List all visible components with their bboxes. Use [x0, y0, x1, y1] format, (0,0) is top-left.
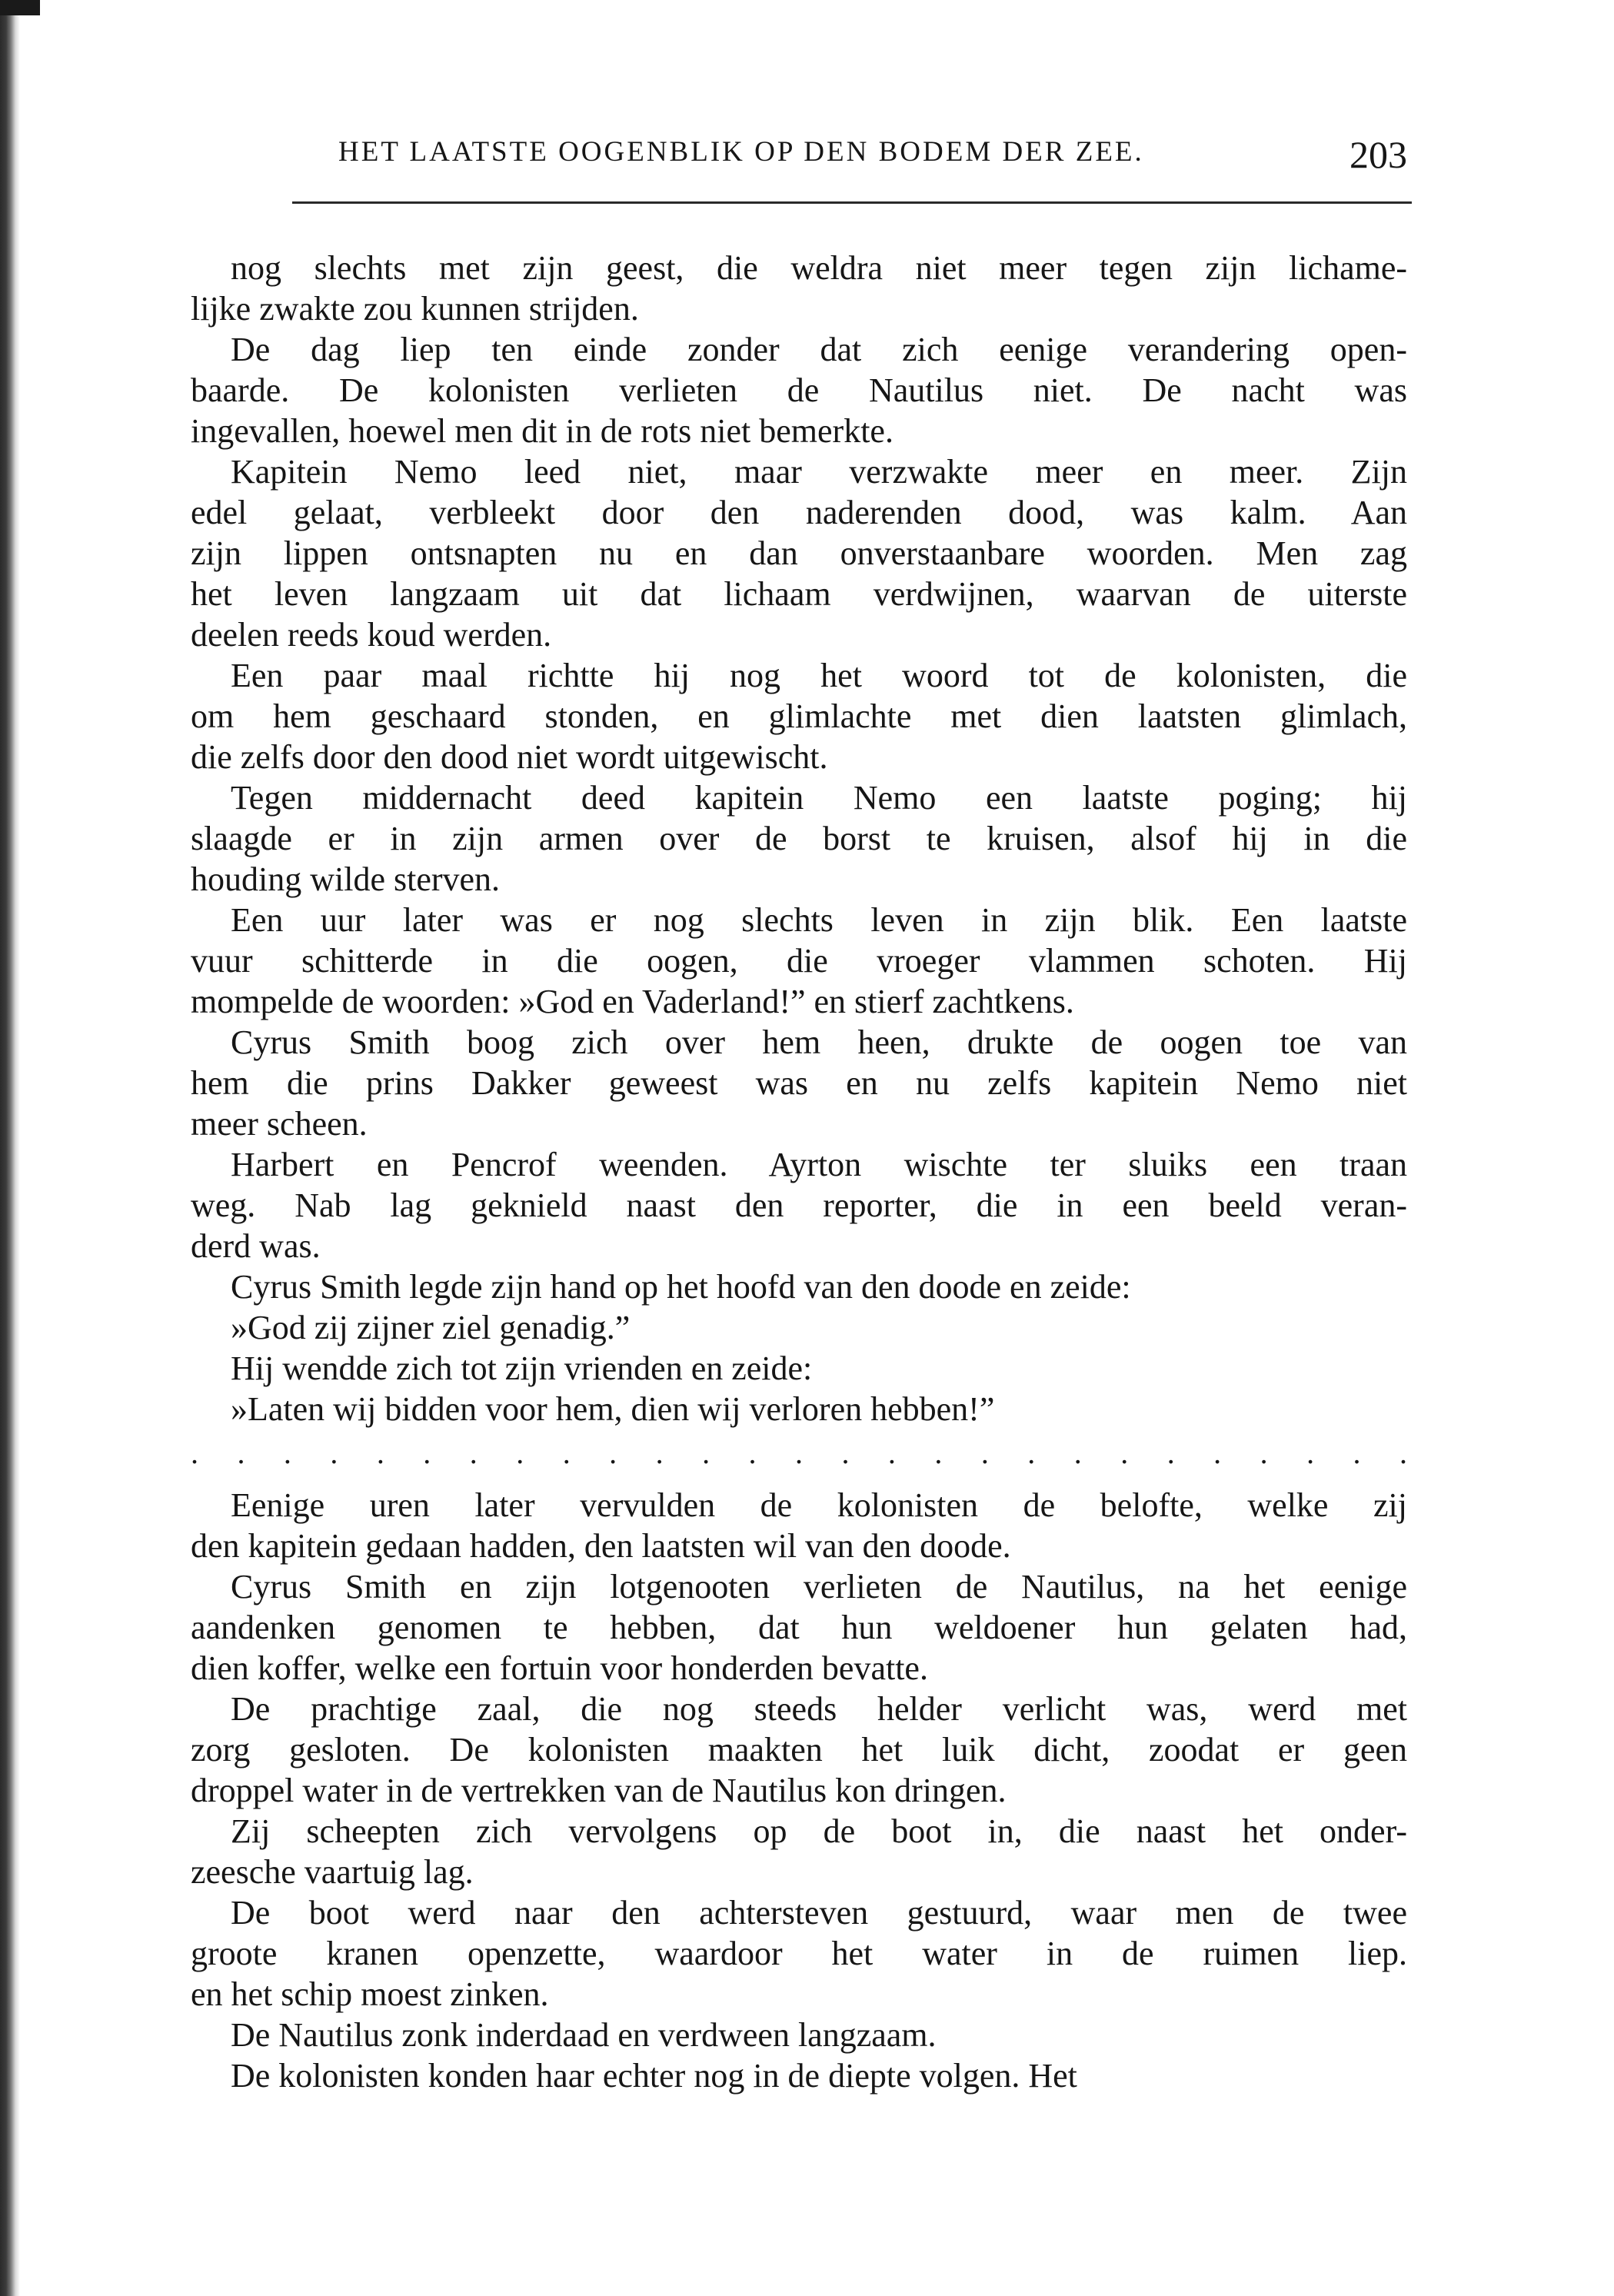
text-line: die zelfs door den dood niet wordt uitgewischt.: [191, 738, 828, 776]
text-line: Cyrus Smith boog zich over hem heen, drukte de oogen toe van: [231, 1023, 1407, 1061]
text-line: De prachtige zaal, die nog steeds helder verlicht was, werd met: [231, 1690, 1407, 1728]
text-line: weg. Nab lag geknield naast den reporter, die in een beeld veran-: [191, 1186, 1407, 1224]
paragraph: [191, 2015, 1407, 2055]
text-line: Cyrus Smith en zijn lotgenooten verlieten de Nautilus, na het eenige: [231, 1568, 1407, 1606]
text-line: hem die prins Dakker geweest was en nu zelfs kapitein Nemo niet: [191, 1064, 1407, 1102]
text-line: aandenken genomen te hebben, dat hun weldoener hun gelaten had,: [191, 1609, 1407, 1646]
text-line: mompelde de woorden: »God en Vaderland!” en stierf zachtkens.: [191, 983, 1074, 1020]
paragraph: [191, 451, 1407, 655]
paragraph: [191, 655, 1407, 777]
running-header: [338, 135, 1407, 185]
paragraph: [191, 248, 1407, 329]
page-number: 203: [1349, 133, 1407, 176]
text-line: zorg gesloten. De kolonisten maakten het luik dicht, zoodat er geen: [191, 1731, 1407, 1769]
text-line: »Laten wij bidden voor hem, dien wij verloren hebben!”: [231, 1390, 995, 1428]
scan-binding-edge: [0, 0, 20, 2296]
paragraph: [191, 1566, 1407, 1689]
text-line: Een uur later was er nog slechts leven in zijn blik. Een laatste: [231, 901, 1407, 939]
text-line: derd was.: [191, 1227, 321, 1265]
text-line: den kapitein gedaan hadden, den laatsten wil van den doode.: [191, 1527, 1011, 1565]
paragraph: [191, 1348, 1407, 1389]
text-line: houding wilde sterven.: [191, 860, 501, 898]
text-line: Kapitein Nemo leed niet, maar verzwakte meer en meer. Zijn: [231, 453, 1407, 491]
paragraph: [191, 329, 1407, 451]
text-line: groote kranen openzette, waardoor het water in de ruimen liep.: [191, 1935, 1407, 1972]
text-line: en het schip moest zinken.: [191, 1975, 549, 2013]
text-line: meer scheen.: [191, 1105, 368, 1143]
text-line: zijn lippen ontsnapten nu en dan onverstaanbare woorden. Men zag: [191, 534, 1407, 572]
paragraph: [191, 1689, 1407, 1811]
paragraph: [191, 1144, 1407, 1266]
text-line: dien koffer, welke een fortuin voor honderden bevatte.: [191, 1649, 928, 1687]
paragraph: [191, 1892, 1407, 2015]
section-separator-dots: . . . . . . . . . . . . . . . . . . . . . . . . . . .: [191, 1436, 1407, 1470]
text-line: slaagde er in zijn armen over de borst te kruisen, alsof hij in die: [191, 820, 1407, 857]
text-line: baarde. De kolonisten verlieten de Nautilus niet. De nacht was: [191, 371, 1407, 409]
paragraph: [191, 1811, 1407, 1892]
text-line: Cyrus Smith legde zijn hand op het hoofd van den doode en zeide:: [231, 1268, 1131, 1306]
text-line: zeesche vaartuig lag.: [191, 1853, 474, 1891]
paragraph: [191, 2055, 1407, 2096]
paragraph: [191, 777, 1407, 900]
body-text: [191, 248, 1407, 2096]
text-line: Zij scheepten zich vervolgens op de boot in, die naast het onder-: [231, 1812, 1407, 1850]
text-line: het leven langzaam uit dat lichaam verdwijnen, waarvan de uiterste: [191, 575, 1407, 613]
running-header-title: HET LAATSTE OOGENBLIK OP DEN BODEM DER ZEE.: [338, 136, 1144, 168]
text-line: lijke zwakte zou kunnen strijden.: [191, 290, 639, 328]
text-line: »God zij zijner ziel genadig.”: [231, 1309, 631, 1346]
paragraph: [191, 1389, 1407, 1429]
paragraph: [191, 1022, 1407, 1144]
text-line: nog slechts met zijn geest, die weldra niet meer tegen zijn lichame-: [231, 249, 1407, 287]
text-line: droppel water in de vertrekken van de Nautilus kon dringen.: [191, 1772, 1007, 1809]
text-line: De kolonisten konden haar echter nog in de diepte volgen. Het: [231, 2057, 1077, 2095]
text-line: De boot werd naar den achtersteven gestuurd, waar men de twee: [231, 1894, 1407, 1932]
text-line: ingevallen, hoewel men dit in de rots niet bemerkte.: [191, 412, 894, 450]
text-line: Eenige uren later vervulden de kolonisten de belofte, welke zij: [231, 1486, 1407, 1524]
paragraph: [191, 900, 1407, 1022]
text-line: edel gelaat, verbleekt door den naderenden dood, was kalm. Aan: [191, 494, 1407, 531]
text-line: vuur schitterde in die oogen, die vroeger vlammen schoten. Hij: [191, 942, 1407, 980]
paragraph: [191, 1485, 1407, 1566]
text-line: Een paar maal richtte hij nog het woord tot de kolonisten, die: [231, 657, 1407, 694]
text-line: De dag liep ten einde zonder dat zich eenige verandering open-: [231, 331, 1407, 368]
text-line: Tegen middernacht deed kapitein Nemo een laatste poging; hij: [231, 779, 1407, 817]
text-line: om hem geschaard stonden, en glimlachte met dien laatsten glimlach,: [191, 697, 1407, 735]
paragraph: [191, 1307, 1407, 1348]
header-rule: [292, 201, 1412, 204]
text-line: De Nautilus zonk inderdaad en verdween langzaam.: [231, 2016, 937, 2054]
text-line: Hij wendde zich tot zijn vrienden en zeide:: [231, 1349, 813, 1387]
text-line: Harbert en Pencrof weenden. Ayrton wischte ter sluiks een traan: [231, 1146, 1407, 1183]
text-line: deelen reeds koud werden.: [191, 616, 552, 654]
paragraph: [191, 1266, 1407, 1307]
